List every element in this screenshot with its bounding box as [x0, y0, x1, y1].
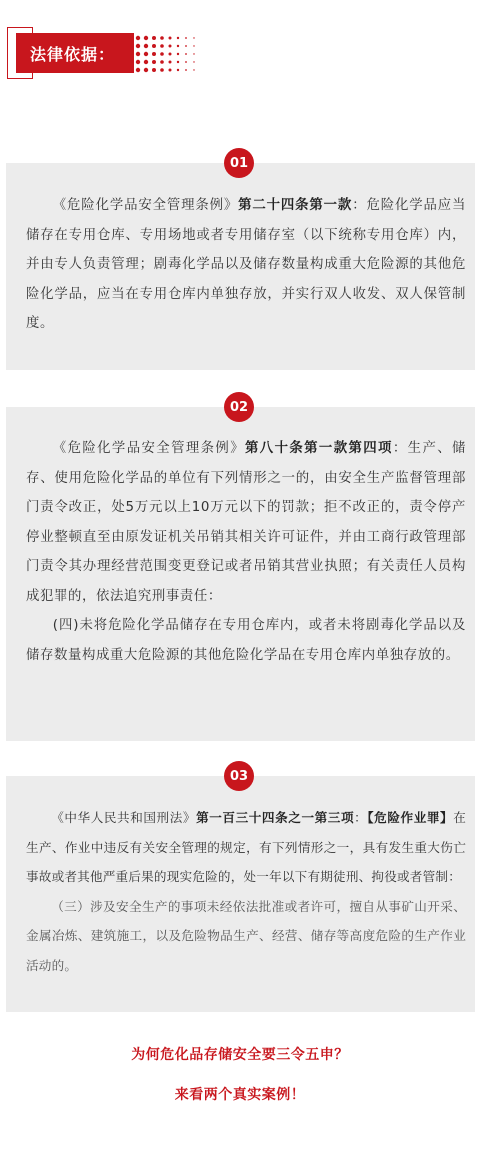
law-article: 第一百三十四条之一第三项 — [196, 810, 355, 825]
legal-card-02 — [6, 407, 475, 741]
law-body: 生产、储存、使用危险化学品的单位有下列情形之一的，由安全生产监督管理部门责令改正，处5万元以上10万元以下的罚款；拒不改正的，责令停产停业整顿直至由原发证机关吊销其相关许可证件，并由工商行政管理部门责令其办理经营范围变更登记或者吊销其营业执照；有关责任人员构成犯罪的，依法追究刑事责任： — [26, 441, 467, 604]
card-text — [26, 191, 466, 339]
law-body: 危险化学品应当储存在专用仓库、专用场地或者专用储存室（以下统称专用仓库）内，并由专人负责管理；剧毒化学品以及储存数量构成重大危险源的其他危险化学品，应当在专用仓库内单独存放，并实行双人收发、双人保管制度。 — [26, 198, 466, 331]
closing-callout: 来看两个真实案例！ — [174, 1087, 306, 1103]
colon: ： — [354, 810, 368, 825]
number-badge-03: 03 — [224, 761, 254, 791]
colon: ： — [392, 441, 408, 456]
law-article: 第八十条第一款第四项 — [245, 441, 393, 456]
law-article: 第二十四条第一款 — [238, 198, 353, 213]
section-title: 法律依据： — [16, 33, 134, 73]
closing-question: 为何危化品存储安全要三令五申？ — [131, 1047, 349, 1063]
law-source: 《中华人民共和国刑法》 — [51, 810, 197, 825]
legal-card-01 — [6, 163, 475, 370]
section-header — [0, 0, 480, 100]
card-text — [26, 434, 466, 670]
number-badge-01: 01 — [224, 148, 254, 178]
law-body: 在生产、作业中违反有关安全管理的规定，有下列情形之一，具有发生重大伤亡事故或者其他严重后果的现实危险的，处一年以下有期徒刑、拘役或者管制： — [26, 810, 467, 884]
law-source: 《危险化学品安全管理条例》 — [52, 441, 245, 456]
crime-name: 【危险作业罪】 — [367, 810, 454, 825]
colon: ： — [352, 198, 367, 213]
number-badge-02: 02 — [224, 392, 254, 422]
card-text — [26, 803, 466, 980]
law-source: 《危险化学品安全管理条例》 — [52, 198, 239, 213]
law-subitem: (四)未将危险化学品储存在专用仓库内，或者未将剧毒化学品以及储存数量构成重大危险源的其他危险化学品在专用仓库内单独存放的。 — [26, 618, 466, 663]
legal-card-03 — [6, 776, 475, 1012]
dots-decoration-icon — [134, 33, 198, 73]
law-subitem: （三）涉及安全生产的事项未经依法批准或者许可，擅自从事矿山开采、金属冶炼、建筑施工，以及危险物品生产、经营、储存等高度危险的生产作业活动的。 — [26, 898, 466, 973]
